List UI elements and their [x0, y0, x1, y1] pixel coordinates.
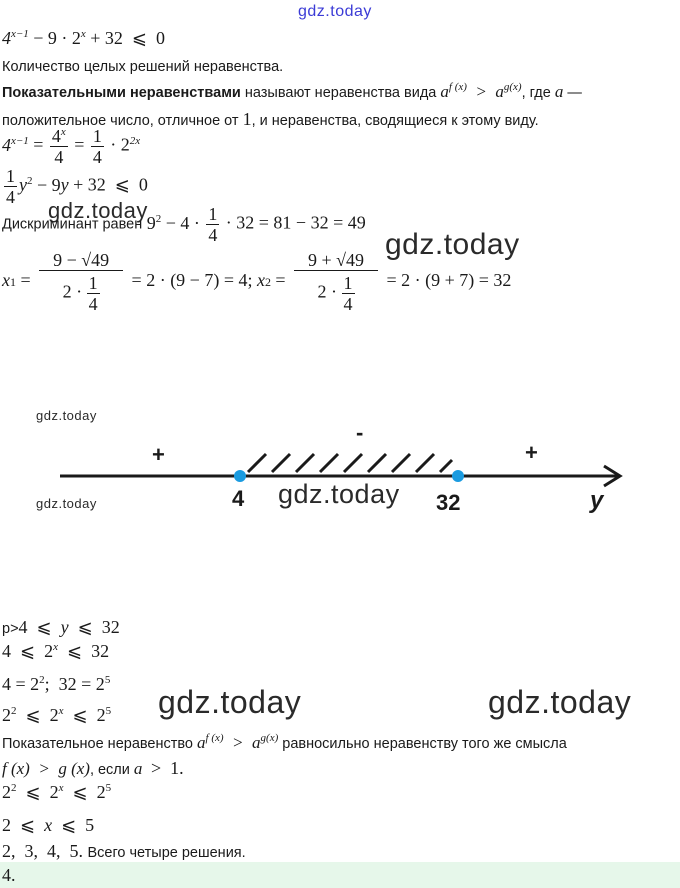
answer-bar — [0, 862, 680, 888]
point-4 — [234, 470, 246, 482]
problem-inequality: $4^{x-1} - 9 \cdot 2^x + 32$ ⩽ 0 — [2, 28, 165, 48]
definition-line-1: Показательными неравенствами называют неравенства вида $a^{f (x)} > a^{g(x)}$, где a — — [2, 81, 582, 101]
definition-line-2: положительное число, отличное от 1, и неравенства, сводящиеся к этому виду. — [2, 109, 539, 129]
sign-right: + — [525, 440, 538, 465]
sign-left: + — [152, 442, 165, 467]
solutions-line: 2, 3, 4, 5. Всего четыре решения. — [2, 841, 246, 861]
quadratic-inequality: $\frac{1}{4}$ $y^2 - 9y + 32$ ⩽ 0 — [6, 166, 148, 207]
watermark: gdz.today — [48, 198, 148, 223]
watermark-top: gdz.today — [298, 3, 372, 20]
answer-value: 4. — [2, 865, 16, 885]
x-bounds: 2 ⩽ x ⩽ 5 — [2, 815, 95, 835]
hatching — [248, 454, 452, 472]
power-conversion: $4 = 2^2$; $32 = 2^5$ — [2, 674, 111, 694]
label-32: 32 — [436, 490, 461, 515]
sign-middle: - — [356, 420, 364, 445]
number-line-diagram — [0, 420, 680, 520]
label-4: 4 — [232, 486, 245, 511]
power-bounds: 4 ⩽ 2$^x$ ⩽ 32 — [2, 641, 110, 661]
watermark: gdz.today — [278, 479, 400, 509]
roots-line: x1 = 9 − √49 2 · $\frac{1}{4}$ = 2 · (9 − 7) = 4; x2 = 9 + √49 2 · $\frac{1}{4}$ = 2 · (9 + 7) = 32 — [2, 250, 512, 314]
watermark: gdz.today — [488, 684, 632, 720]
y-bounds: p>4 ⩽ y ⩽ 32 — [2, 617, 120, 637]
watermark: gdz.today — [158, 684, 302, 720]
substitution-formula: $4^{x-1}$ = $\frac{4^x}{4}$ = $\frac{1}{4}$ · $2^{2x}$ — [2, 126, 141, 167]
problem-task: Количество целых решений неравенства. — [2, 59, 284, 75]
discriminant-line: Дискриминант равен $9^2 - 4$ · $\frac{1}{4}$ · 32 = 81 − 32 = 49 — [2, 204, 366, 245]
watermark: gdz.today — [385, 228, 520, 261]
power-inequality-repeat: $2^2$ ⩽ 2$^x$ ⩽ $2^5$ — [2, 782, 112, 802]
label-y: y — [590, 487, 604, 514]
watermark: gdz.today — [36, 408, 97, 423]
equivalence-line-1: Показательное неравенство $a^{f (x)} > a^{g(x)}$ равносильно неравенству того же смысла — [2, 732, 567, 752]
equivalence-line-2: f (x) > g (x), если a > 1. — [2, 758, 184, 778]
power-inequality: $2^2$ ⩽ 2$^x$ ⩽ $2^5$ — [2, 705, 112, 725]
point-32 — [452, 470, 464, 482]
watermark: gdz.today — [36, 496, 97, 511]
definition-term: Показательными неравенствами — [2, 85, 241, 101]
